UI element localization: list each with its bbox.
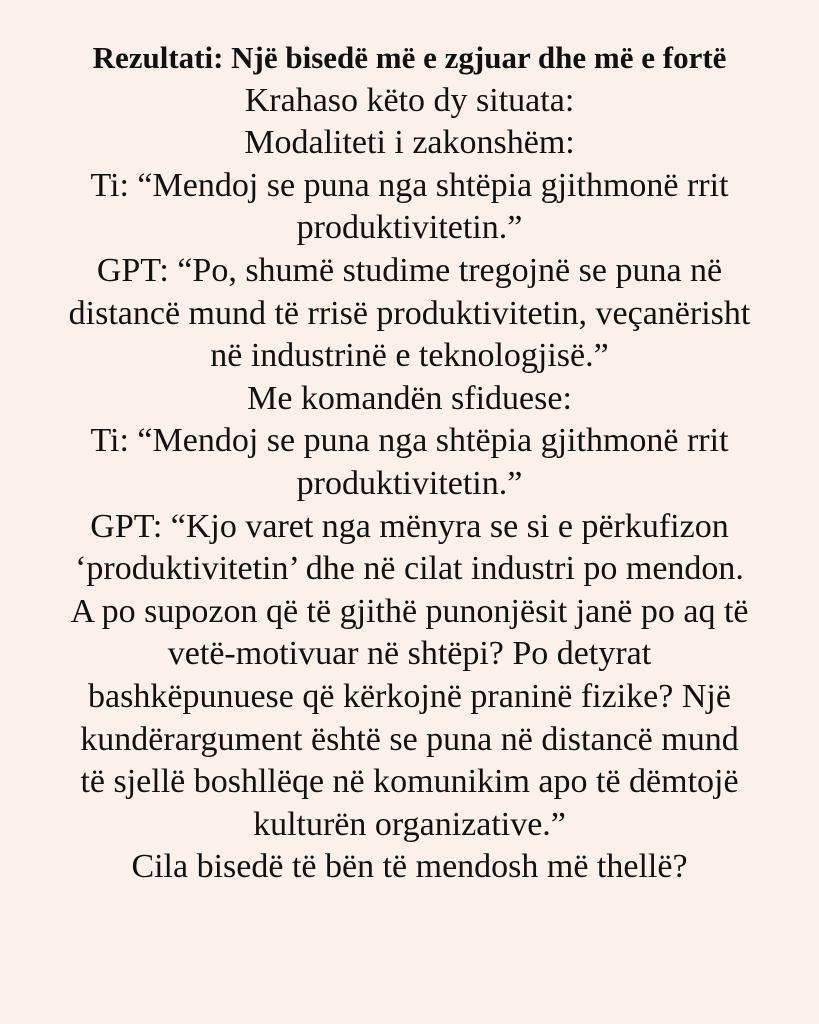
usual-gpt-line-2: distancë mund të rrisë produktivitetin, veçanërisht: [68, 294, 751, 332]
section-heading-challenge-mode: Me komandën sfiduese:: [247, 379, 572, 417]
challenge-gpt-line-3: A po supozon që të gjithë punonjësit janë po aq të: [70, 592, 749, 630]
challenge-gpt-line-4: vetë-motivuar në shtëpi? Po detyrat: [167, 635, 652, 673]
challenge-gpt-line-5: bashkëpunuese që kërkojnë praninë fizike? Një: [88, 677, 731, 715]
document-title: Rezultati: Një bisedë më e zgjuar dhe më e fortë: [92, 40, 727, 75]
intro-line: Krahaso këto dy situata:: [244, 81, 575, 119]
challenge-gpt-line-8: kulturën organizative.”: [253, 805, 566, 843]
closing-question: Cila bisedë të bën të mendosh më thellë?: [131, 848, 688, 886]
challenge-gpt-line-7: të sjellë boshllëqe në komunikim apo të dëmtojë: [80, 763, 739, 801]
challenge-user-line-2: produktivitetin.”: [296, 464, 523, 502]
section-heading-usual-mode: Modaliteti i zakonshëm:: [244, 124, 575, 162]
challenge-user-line-1: Ti: “Mendoj se puna nga shtëpia gjithmonë rrit: [90, 422, 729, 460]
challenge-gpt-line-2: ‘produktivitetin’ dhe në cilat industri po mendon.: [75, 550, 744, 588]
usual-user-line-1: Ti: “Mendoj se puna nga shtëpia gjithmonë rrit: [90, 166, 729, 204]
usual-gpt-line-3: në industrinë e teknologjisë.”: [210, 337, 609, 375]
usual-gpt-line-1: GPT: “Po, shumë studime tregojnë se puna në: [96, 251, 723, 289]
challenge-gpt-line-6: kundërargument është se puna në distancë mund: [80, 720, 739, 758]
challenge-gpt-line-1: GPT: “Kjo varet nga mënyra se si e përkufizon: [90, 507, 729, 545]
usual-user-line-2: produktivitetin.”: [296, 209, 523, 247]
